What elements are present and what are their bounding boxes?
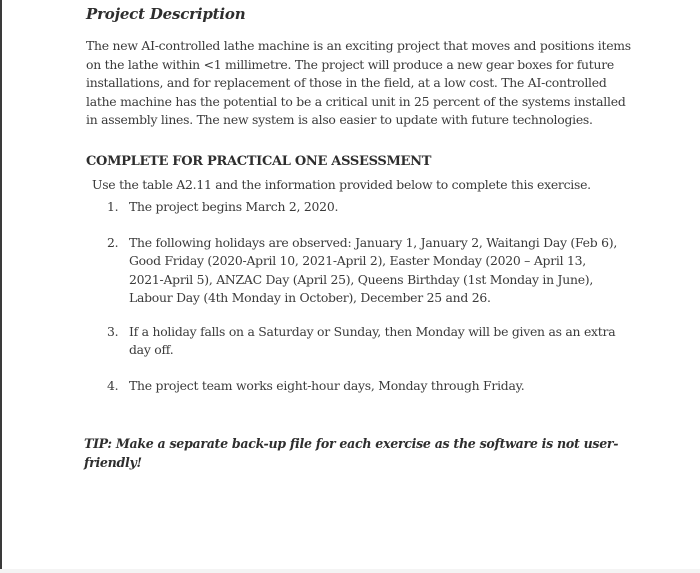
instructions-intro: Use the table A2.11 and the information provided below to complete this exercise. [92,177,591,192]
paragraph-line: The new AI-controlled lathe machine is an exciting project that moves and positions items [86,38,631,53]
tip-line: TIP: Make a separate back-up file for each exercise as the software is not user- [84,436,619,451]
list-number: 1. [107,199,119,214]
paragraph-line: on the lathe within <1 millimetre. The project will produce a new gear boxes for future [86,56,614,72]
list-line: 2021-April 5), ANZAC Day (April 25), Queens Birthday (1st Monday in June), [129,271,594,287]
list-number: 2. [107,235,119,250]
list-item-text [129,323,615,360]
project-description-paragraph [86,37,631,130]
list-item-text [129,198,338,216]
section-title-project-description: Project Description [86,5,246,23]
list-line: Good Friday (2020-April 10, 2021-April 2), Easter Monday (2020 – April 13, [129,253,586,269]
list-item-text [129,234,617,308]
paragraph-line: installations, and for replacement of those in the field, at a low cost. The AI-controlled [86,75,607,91]
list-line: Labour Day (4th Monday in October), December 25 and 26. [129,290,491,306]
tip-line: friendly! [84,455,142,470]
list-line: day off. [129,342,174,358]
paragraph-line: lathe machine has the potential to be a critical unit in 25 percent of the systems installed [86,93,626,109]
assessment-heading: COMPLETE FOR PRACTICAL ONE ASSESSMENT [86,154,432,169]
list-number: 4. [107,378,119,393]
list-item-text [129,377,524,395]
left-border [0,0,2,573]
tip-note [84,434,618,472]
list-line: If a holiday falls on a Saturday or Sunday, then Monday will be given as an extra [129,324,616,339]
list-line: The following holidays are observed: January 1, January 2, Waitangi Day (Feb 6), [129,235,618,250]
list-line: The project team works eight-hour days, Monday through Friday. [129,378,525,393]
list-number: 3. [107,324,119,339]
list-line: The project begins March 2, 2020. [129,199,339,214]
bottom-edge [0,569,700,573]
paragraph-line: in assembly lines. The new system is also easier to update with future technologies. [86,112,593,128]
